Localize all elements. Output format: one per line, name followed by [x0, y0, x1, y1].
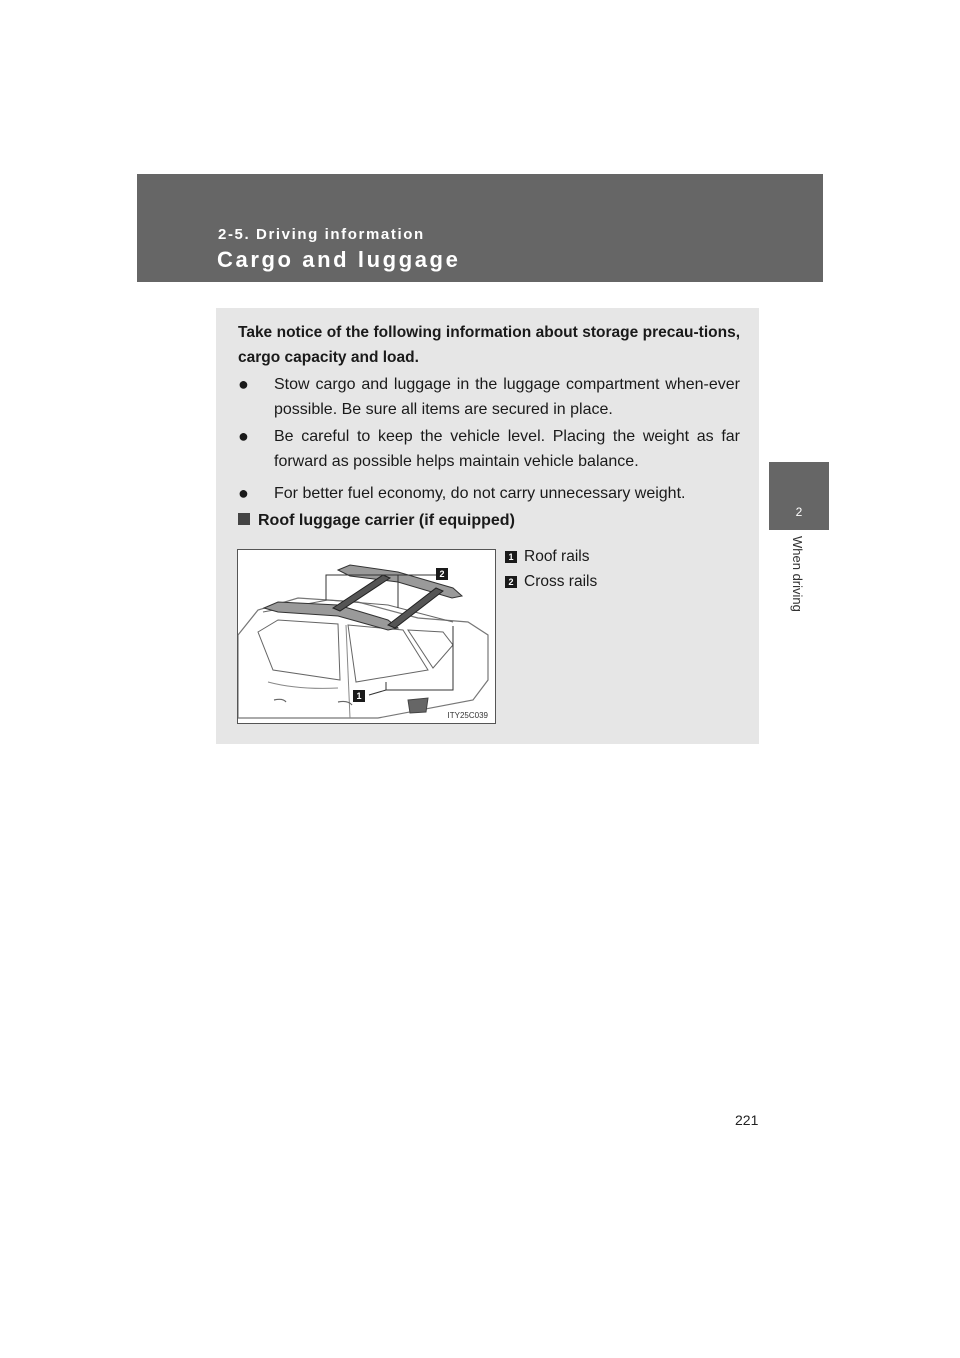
bullet-dot: ● [238, 426, 249, 446]
bullet-dot: ● [238, 483, 249, 503]
figure-callout-1: 1 [356, 691, 362, 701]
legend-number: 2 [505, 576, 517, 588]
legend-label: Cross rails [524, 573, 598, 590]
header-band [137, 174, 823, 282]
section-label: 2-5. Driving information [218, 226, 425, 243]
bullet-text: Be careful to keep the vehicle level. Placing the weight as far forward as possible helps maintain vehicle balance. [274, 428, 740, 470]
bullet-dot: ● [238, 374, 249, 394]
content-box [216, 308, 759, 744]
subheading-text: Roof luggage carrier (if equipped) [258, 512, 515, 529]
chapter-tab-number: 2 [795, 505, 803, 519]
chapter-tab-label [790, 536, 810, 656]
chapter-tab-label-text: When driving [790, 536, 805, 612]
roof-rack-illustration [237, 549, 496, 724]
car-roof-drawing [238, 550, 495, 723]
page-number: 221 [735, 1112, 759, 1128]
subheading [238, 512, 515, 530]
bullet-text: Stow cargo and luggage in the luggage compartment when-ever possible. Be sure all items are secured in place. [274, 376, 740, 418]
figure-callout-2: 2 [439, 569, 445, 579]
legend-label: Roof rails [524, 548, 590, 565]
bullet-text: For better fuel economy, do not carry unnecessary weight. [274, 485, 686, 502]
square-bullet-icon [238, 513, 250, 525]
legend-item [505, 573, 597, 591]
legend-number: 1 [505, 551, 517, 563]
legend-item [505, 548, 589, 566]
intro-paragraph: Take notice of the following information about storage precau-tions, cargo capacity and load. [238, 324, 740, 366]
chapter-tab[interactable] [769, 462, 829, 530]
page-title: Cargo and luggage [217, 247, 461, 272]
figure-code: ITY25C039 [447, 711, 488, 720]
